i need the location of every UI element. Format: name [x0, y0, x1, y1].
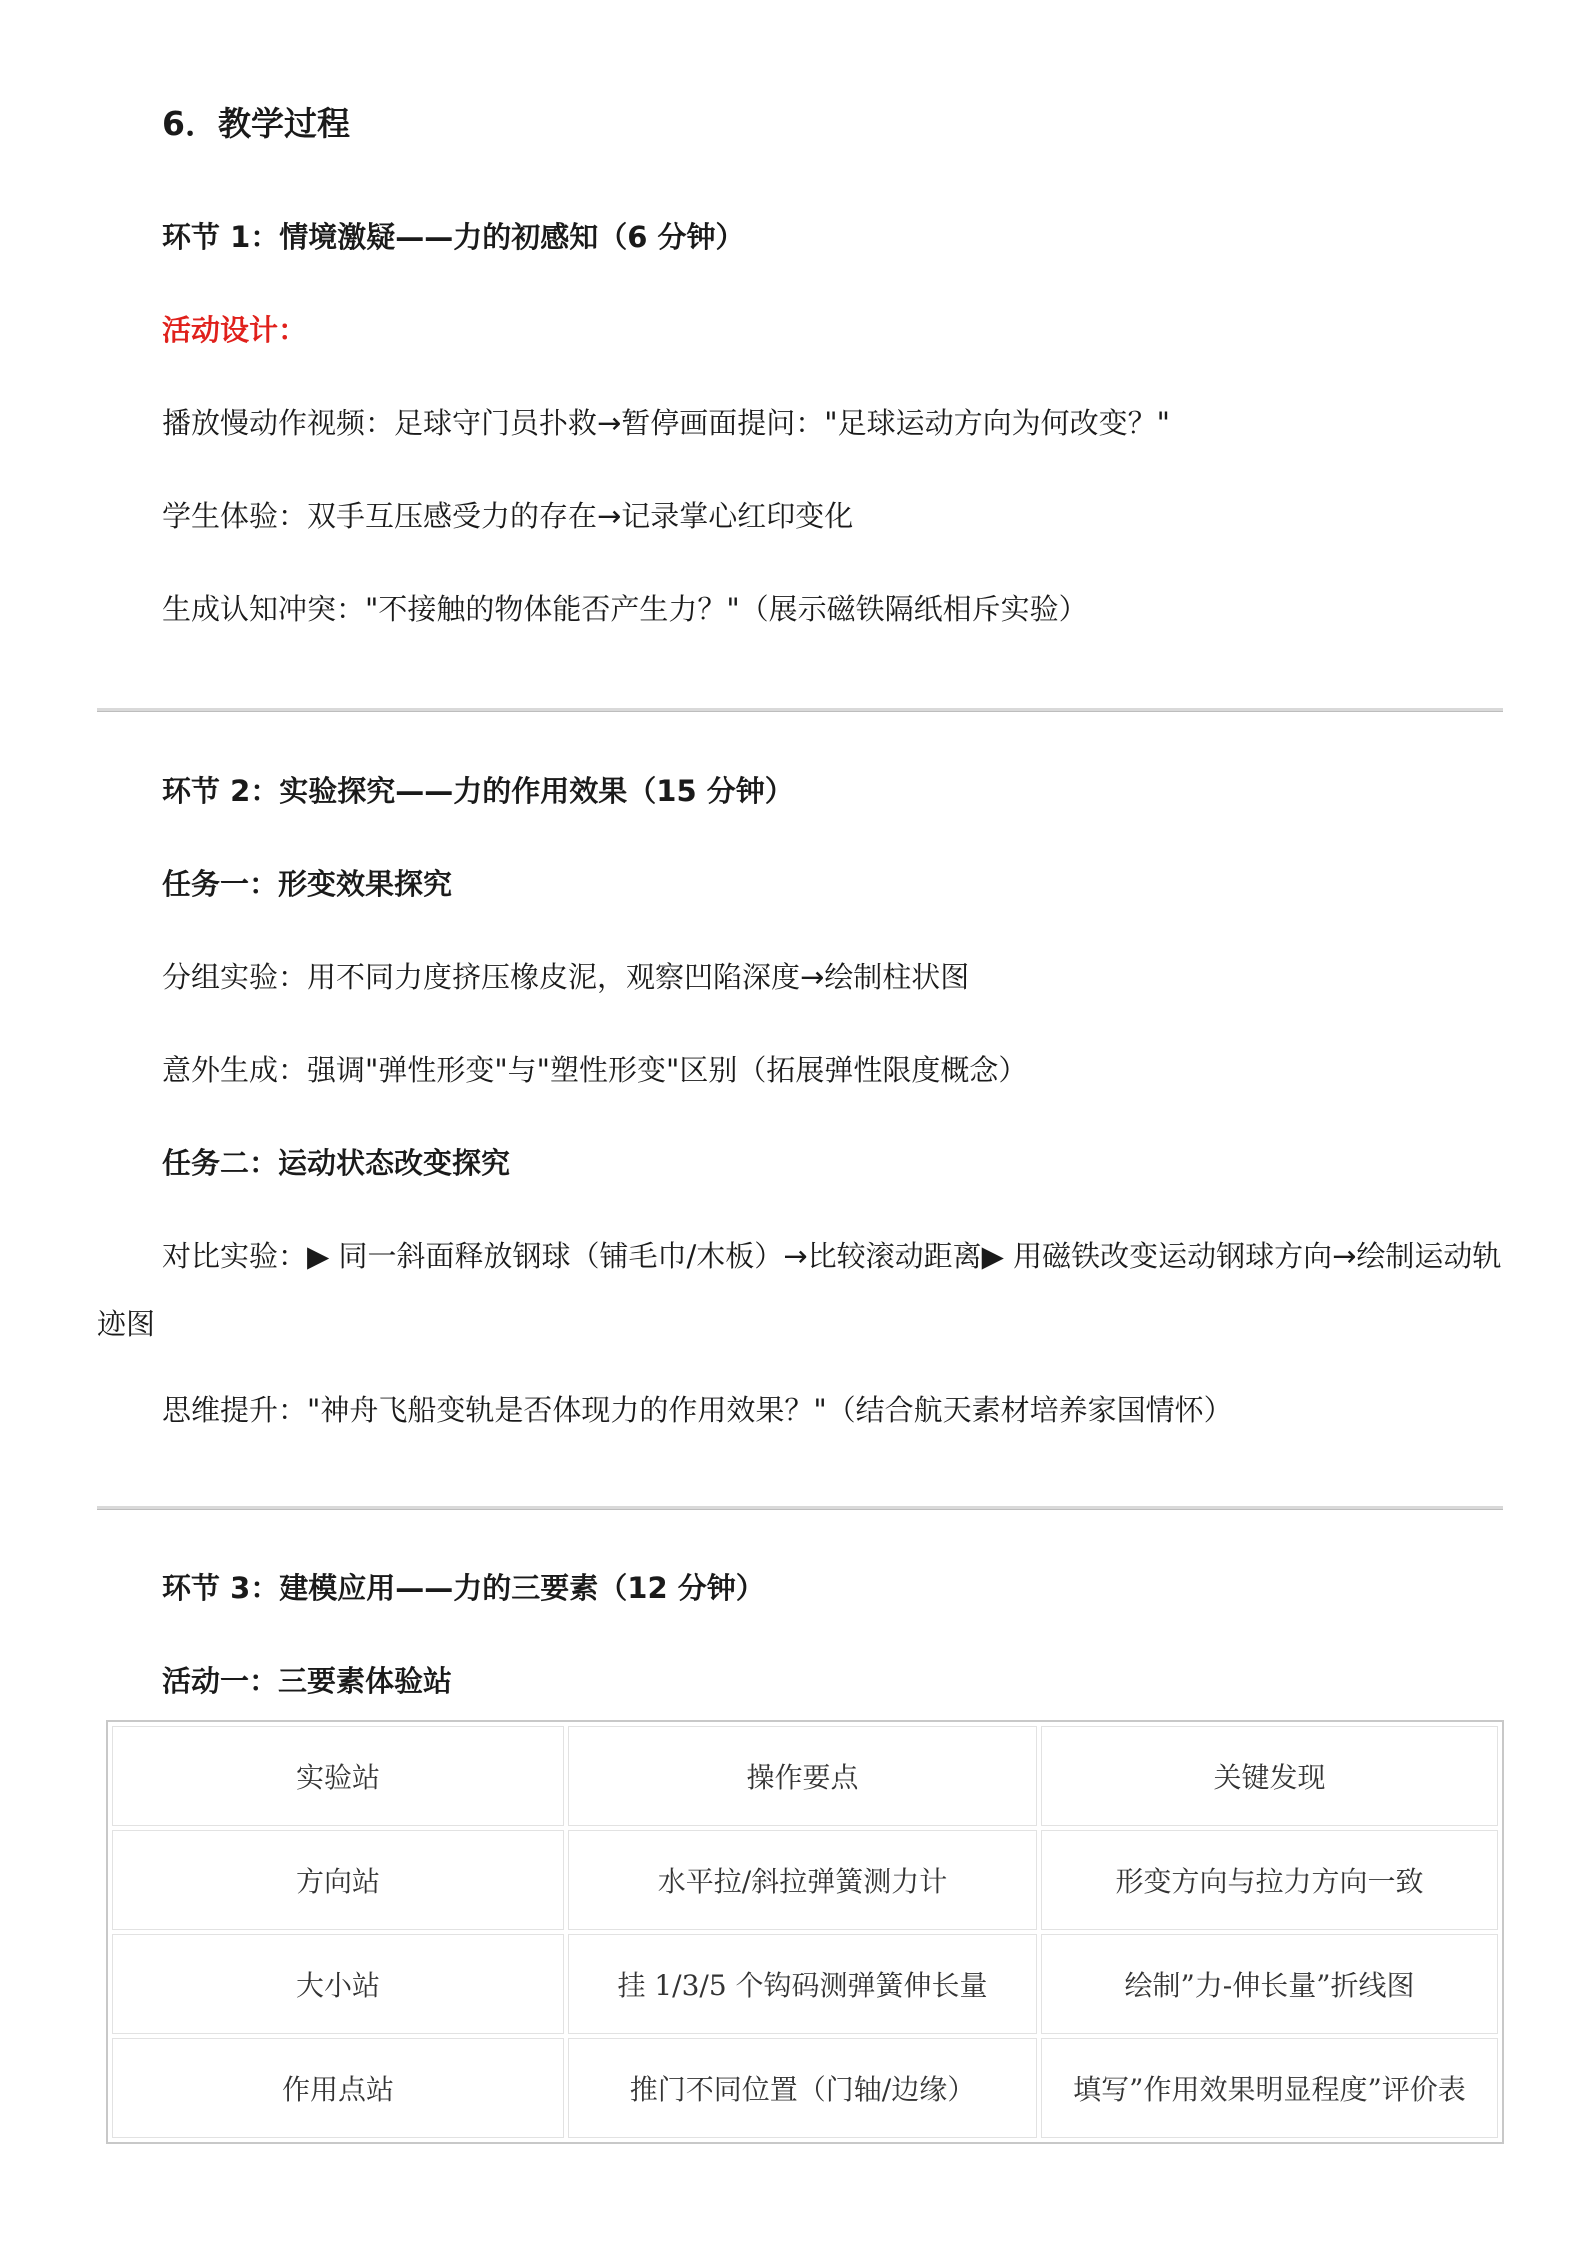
stage1-line-2: 学生体验：双手互压感受力的存在→记录掌心红印变化 — [162, 499, 854, 533]
table-row — [112, 1934, 1498, 2034]
stations-table — [106, 1720, 1504, 2144]
table-header-cell: 实验站 — [112, 1726, 564, 1826]
section-divider — [97, 1506, 1503, 1510]
task2-title: 任务二：运动状态改变探究 — [162, 1146, 511, 1180]
task2-paragraph: 对比实验：▶ 同一斜面释放钢球（铺毛巾/木板）→比较滚动距离▶ 用磁铁改变运动钢球方向→绘制运动轨迹图 — [97, 1239, 1502, 1341]
table-cell: 绘制”力-伸长量”折线图 — [1041, 1934, 1498, 2034]
section-divider — [97, 708, 1503, 712]
table-header-cell: 关键发现 — [1041, 1726, 1498, 1826]
table-header-row — [112, 1726, 1498, 1826]
table-cell: 填写”作用效果明显程度”评价表 — [1041, 2038, 1498, 2138]
stage3-title: 环节 3：建模应用——力的三要素（12 分钟） — [162, 1571, 765, 1605]
stage1-line-1: 播放慢动作视频：足球守门员扑救→暂停画面提问："足球运动方向为何改变？" — [162, 406, 1170, 440]
activity-design-label: 活动设计： — [162, 313, 308, 347]
stage1-title: 环节 1：情境激疑——力的初感知（6 分钟） — [162, 220, 745, 254]
table-row — [112, 1830, 1498, 1930]
table-cell: 推门不同位置（门轴/边缘） — [568, 2038, 1037, 2138]
table-row — [112, 2038, 1498, 2138]
table-cell: 方向站 — [112, 1830, 564, 1930]
table-header-cell: 操作要点 — [568, 1726, 1037, 1826]
task1-title: 任务一：形变效果探究 — [162, 867, 453, 901]
task1-line-2: 意外生成：强调"弹性形变"与"塑性形变"区别（拓展弹性限度概念） — [162, 1053, 1028, 1087]
stage1-line-3: 生成认知冲突："不接触的物体能否产生力？"（展示磁铁隔纸相斥实验） — [162, 592, 1088, 626]
stage2-title: 环节 2：实验探究——力的作用效果（15 分钟） — [162, 774, 794, 808]
table-cell: 挂 1/3/5 个钩码测弹簧伸长量 — [568, 1934, 1037, 2034]
table-cell: 大小站 — [112, 1934, 564, 2034]
task1-line-1: 分组实验：用不同力度挤压橡皮泥，观察凹陷深度→绘制柱状图 — [162, 960, 970, 994]
section-title: 6．教学过程 — [162, 104, 350, 143]
activity1-title: 活动一：三要素体验站 — [162, 1664, 453, 1698]
table-cell: 形变方向与拉力方向一致 — [1041, 1830, 1498, 1930]
table-cell: 水平拉/斜拉弹簧测力计 — [568, 1830, 1037, 1930]
thinking-line: 思维提升："神舟飞船变轨是否体现力的作用效果？"（结合航天素材培养家国情怀） — [162, 1393, 1233, 1427]
table-cell: 作用点站 — [112, 2038, 564, 2138]
